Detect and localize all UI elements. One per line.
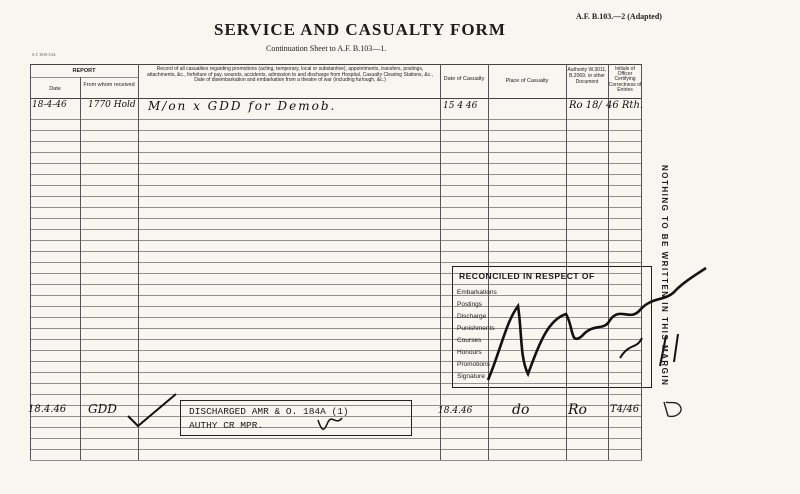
reconciled-item: Punishments <box>457 325 495 332</box>
entry-1-record: M/on x GDD for Demob. <box>148 99 337 113</box>
form-reference: A.F. B.103.—2 (Adapted) <box>576 12 662 21</box>
entry-1-initials: 46 Rth. <box>606 100 644 111</box>
date-of-casualty-header: Date of Casualty <box>443 76 485 82</box>
discharge-stamp-line-1: DISCHARGED AMR & O. 184A (1) <box>189 406 349 417</box>
entry-1-date: 18-4-46 <box>32 100 67 110</box>
stamp-initial-icon <box>316 416 344 434</box>
form-title: SERVICE AND CASUALTY FORM <box>214 20 506 39</box>
signature-icon <box>470 262 710 386</box>
reconciled-item: Postings <box>457 301 482 308</box>
entry-2-date: 18.4.46 <box>28 404 67 415</box>
margin-note: NOTHING TO BE WRITTEN IN THIS MARGIN <box>660 165 669 387</box>
entry-2-casualty-date: 18.4.46 <box>438 406 473 416</box>
reconciled-item: Promotions <box>457 361 490 368</box>
form-subtitle: Continuation Sheet to A.F. B.103—1. <box>266 44 387 53</box>
entry-2-authority: Ro <box>568 402 587 418</box>
place-of-casualty-header: Place of Casualty <box>505 78 549 84</box>
reconciled-item: Discharge <box>457 313 487 320</box>
print-code: S.T. 3018 5/44 <box>32 52 56 57</box>
reconciled-item: Embarkations <box>457 289 497 296</box>
date-header: Date <box>49 86 61 92</box>
reconciled-item: Courses <box>457 337 482 344</box>
entry-2-place: do <box>512 402 530 418</box>
check-mark-icon <box>126 392 178 428</box>
initials-header: Initials of Officer Certifying Correctness of Entries <box>608 66 642 93</box>
report-header: REPORT <box>72 68 96 74</box>
discharge-stamp <box>180 400 412 436</box>
entry-2-initials: T4/46 <box>610 404 640 415</box>
reconciled-item: Signature <box>457 373 485 380</box>
from-whom-header: From whom received <box>83 82 135 88</box>
discharge-stamp-line-2: AUTHY CR MPR. <box>189 420 264 431</box>
entry-1-from: 1770 Hold <box>88 100 136 110</box>
record-header: Record of all casualties regarding promotions (acting, temporary, local or substantive), appointments, transfers, postings, attachments, &c., forfeiture of pay, wounds, accidents, admission to and discharge from Hospital, Casualty Clearing Stations, &c., Date of disembarkation and embarkation from a theatre of war (including furlough, &c.) <box>147 66 433 83</box>
authority-header: Authority W.3011, B.2069, or other Document <box>567 67 607 85</box>
reconciled-item: Honours <box>457 349 482 356</box>
entry-1-authority: Ro 18/ <box>569 100 602 111</box>
reconciled-stamp-title: RECONCILED IN RESPECT OF <box>459 271 595 281</box>
initials-scribble-icon <box>660 398 690 420</box>
entry-2-from: GDD <box>88 402 117 416</box>
entry-1-casualty-date: 15 4 46 <box>443 101 478 111</box>
